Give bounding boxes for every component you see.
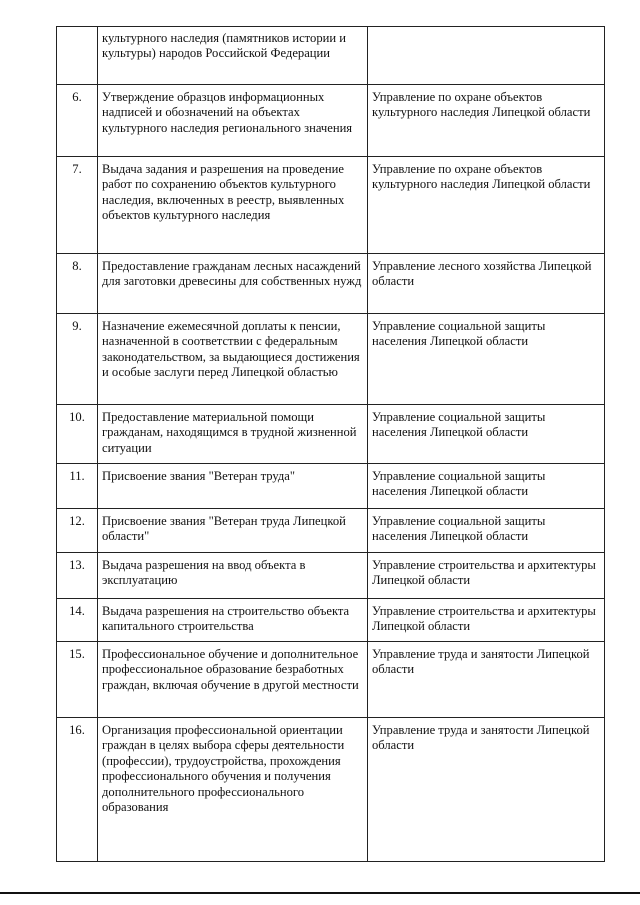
table-row [57,254,605,314]
service-name: Присвоение звания "Ветеран труда Липецкой области" [98,509,368,553]
row-number [57,27,98,85]
responsible-agency [368,27,605,85]
table-row [57,553,605,599]
responsible-agency: Управление лесного хозяйства Липецкой области [368,254,605,314]
table-row [57,509,605,553]
service-name: Профессиональное обучение и дополнительное профессиональное образование безработных граждан, включая обучение в другой местности [98,642,368,718]
services-table [56,26,605,862]
row-number: 11. [57,464,98,509]
table-row [57,642,605,718]
table-row [57,27,605,85]
service-name: культурного наследия (памятников истории и культуры) народов Российской Федерации [98,27,368,85]
row-number: 6. [57,85,98,157]
row-number: 10. [57,405,98,464]
responsible-agency: Управление строительства и архитектуры Липецкой области [368,553,605,599]
row-number: 9. [57,314,98,405]
responsible-agency: Управление труда и занятости Липецкой области [368,718,605,862]
service-name: Назначение ежемесячной доплаты к пенсии, назначенной в соответствии с федеральным законодательством, за выдающиеся достижения и особые заслуги перед Липецкой областью [98,314,368,405]
table-row [57,157,605,254]
responsible-agency: Управление социальной защиты населения Липецкой области [368,509,605,553]
row-number: 14. [57,599,98,642]
responsible-agency: Управление социальной защиты населения Липецкой области [368,314,605,405]
row-number: 16. [57,718,98,862]
responsible-agency: Управление по охране объектов культурного наследия Липецкой области [368,157,605,254]
service-name: Присвоение звания "Ветеран труда" [98,464,368,509]
service-name: Предоставление материальной помощи гражданам, находящимся в трудной жизненной ситуации [98,405,368,464]
service-name: Выдача разрешения на строительство объекта капитального строительства [98,599,368,642]
responsible-agency: Управление социальной защиты населения Липецкой области [368,405,605,464]
responsible-agency: Управление по охране объектов культурного наследия Липецкой области [368,85,605,157]
service-name: Организация профессиональной ориентации граждан в целях выбора сферы деятельности (профессии), трудоустройства, прохождения профессионального обучения и получения дополнительного профессионального образования [98,718,368,862]
table-row [57,718,605,862]
row-number: 7. [57,157,98,254]
row-number: 8. [57,254,98,314]
service-name: Утверждение образцов информационных надписей и обозначений на объектах культурного наследия регионального значения [98,85,368,157]
service-name: Предоставление гражданам лесных насаждений для заготовки древесины для собственных нужд [98,254,368,314]
responsible-agency: Управление строительства и архитектуры Липецкой области [368,599,605,642]
table-row [57,599,605,642]
service-name: Выдача разрешения на ввод объекта в эксплуатацию [98,553,368,599]
row-number: 13. [57,553,98,599]
table-row [57,85,605,157]
table-row [57,405,605,464]
responsible-agency: Управление труда и занятости Липецкой области [368,642,605,718]
table-row [57,314,605,405]
row-number: 12. [57,509,98,553]
responsible-agency: Управление социальной защиты населения Липецкой области [368,464,605,509]
service-name: Выдача задания и разрешения на проведение работ по сохранению объектов культурного наследия, включенных в реестр, выявленных объектов культурного наследия [98,157,368,254]
page-bottom-rule [0,892,640,894]
row-number: 15. [57,642,98,718]
table-row [57,464,605,509]
